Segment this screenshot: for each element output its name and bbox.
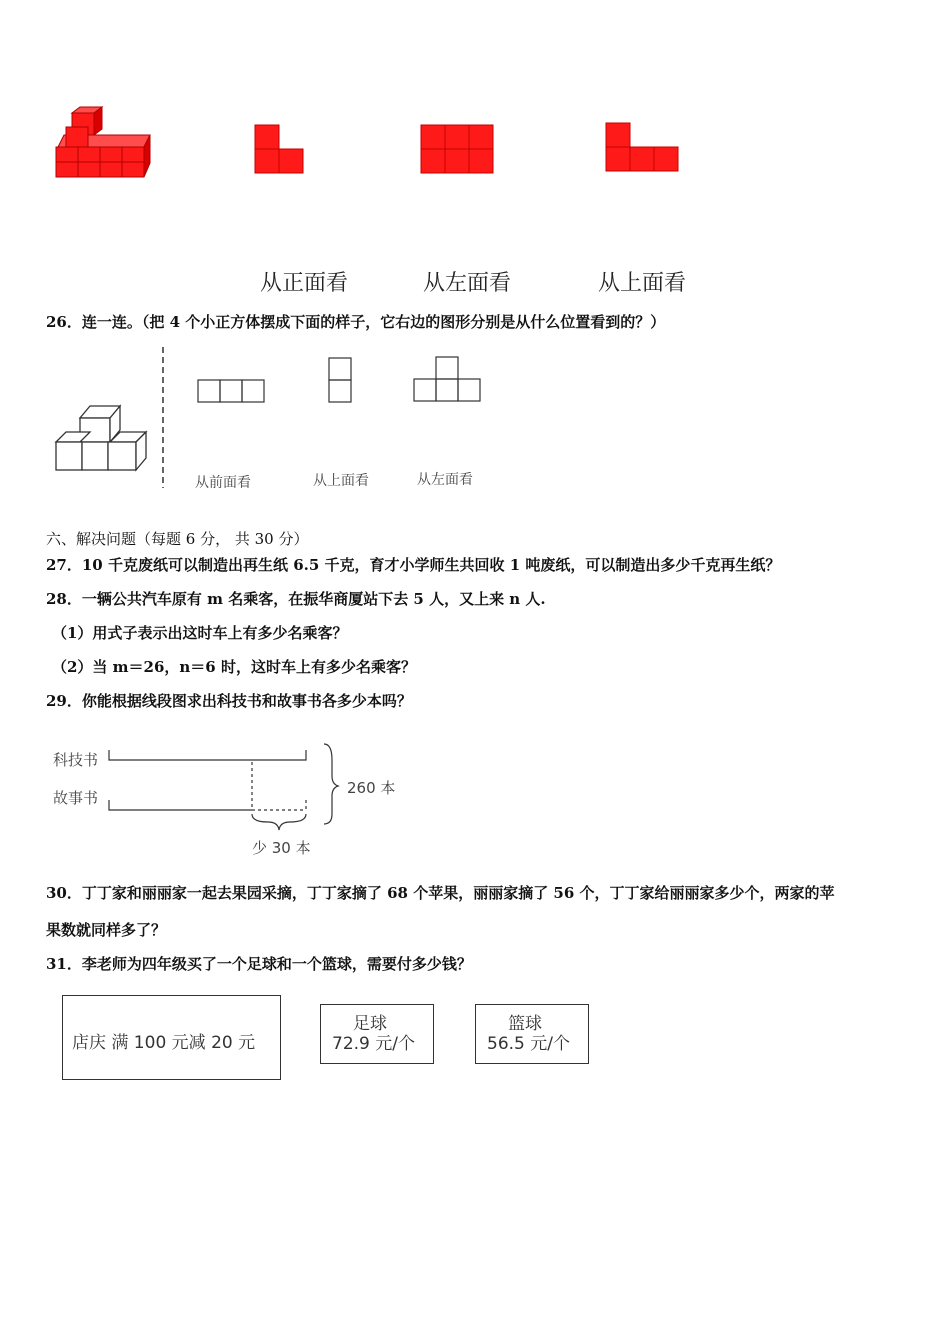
red-left-view [420, 124, 496, 176]
basketball-price: 56.5 元/个 [487, 1034, 570, 1054]
question-27: 27．10 千克废纸可以制造出再生纸 6.5 千克，育才小学师生共回收 1 吨废纸，可以制造出多少千克再生纸？ [46, 556, 781, 574]
football-name: 足球 [353, 1014, 387, 1034]
question-30-line-2: 果数就同样多了？ [46, 921, 167, 939]
question-31: 31．李老师为四年级买了一个足球和一个篮球，需要付多少钱？ [46, 955, 472, 973]
football-price: 72.9 元/个 [332, 1034, 415, 1054]
label-story-books: 故事书 [53, 789, 99, 807]
label-front-view: 从前面看 [195, 475, 251, 491]
question-28: 28．一辆公共汽车原有 m 名乘客，在振华商厦站下去 5 人，又上来 n 人. [46, 590, 546, 608]
question-28-sub-1: （1）用式子表示出这时车上有多少名乘客？ [52, 624, 348, 642]
promo-box [62, 995, 281, 1080]
question-26: 26．连一连。（把 4 个小正方体摆成下面的样子，它右边的图形分别是从什么位置看到的？） [46, 313, 666, 331]
label-difference: 少 30 本 [252, 839, 311, 857]
question-30-line-1: 30．丁丁家和丽丽家一起去果园采摘，丁丁家摘了 68 个苹果，丽丽家摘了 56 个，丁丁家给丽丽家多少个，两家的苹 [46, 884, 835, 902]
red-cube-figure-3d [50, 105, 155, 190]
view-left-squares [413, 356, 483, 404]
section-6-title: 六、解决问题（每题 6 分， 共 30 分） [46, 530, 309, 548]
view-label-top: 从上面看 [598, 271, 687, 296]
label-science-books: 科技书 [53, 751, 99, 769]
view-front-squares [197, 379, 267, 404]
football-box [320, 1004, 434, 1064]
basketball-box [475, 1004, 589, 1064]
promo-text: 店庆 满 100 元减 20 元 [72, 1033, 256, 1053]
label-top-view: 从上面看 [313, 473, 369, 489]
label-total: 260 本 [347, 779, 396, 797]
dashed-divider [158, 345, 168, 490]
line-segment-diagram [100, 740, 340, 840]
red-top-view [605, 122, 681, 174]
question-28-sub-2: （2）当 m＝26，n＝6 时，这时车上有多少名乘客？ [52, 658, 416, 676]
label-left-view: 从左面看 [417, 472, 473, 488]
view-top-squares [328, 357, 354, 405]
view-label-front: 从正面看 [260, 271, 349, 296]
question-29: 29．你能根据线段图求出科技书和故事书各多少本吗？ [46, 692, 412, 710]
red-front-view [254, 124, 306, 176]
basketball-name: 篮球 [508, 1014, 542, 1034]
view-label-left: 从左面看 [423, 271, 512, 296]
cube-stack-figure [50, 400, 150, 475]
